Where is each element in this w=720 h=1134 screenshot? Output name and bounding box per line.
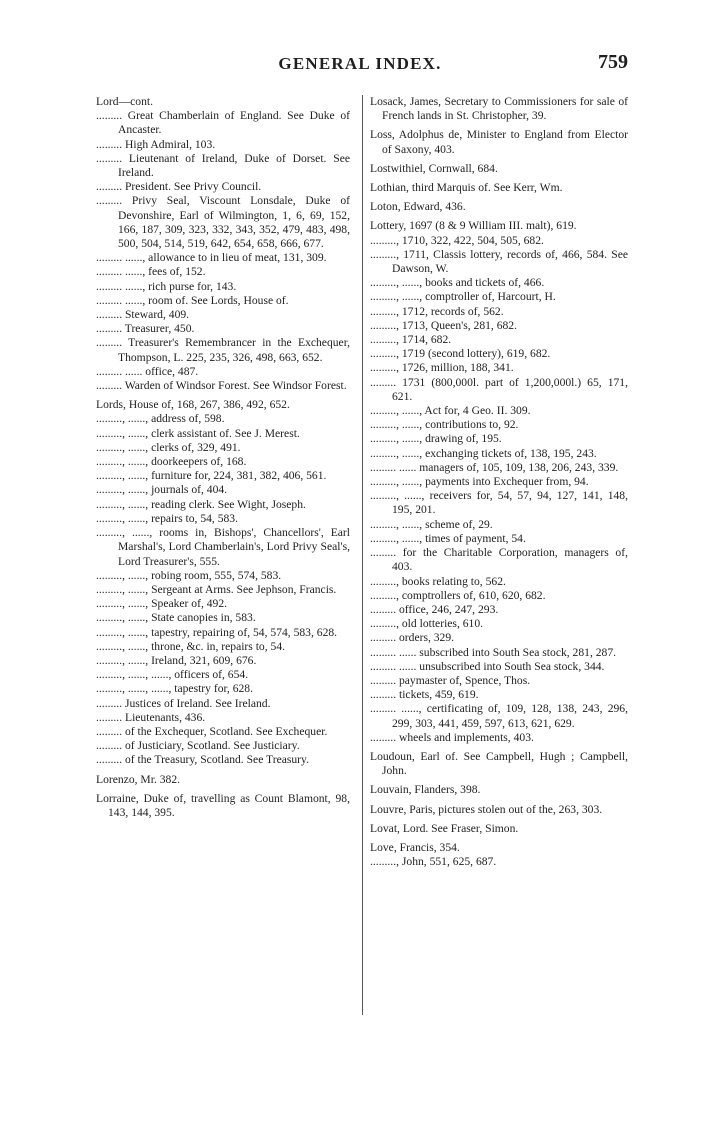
index-entry: Lothian, third Marquis of. See Kerr, Wm. xyxy=(370,181,563,195)
index-entry: ........., ......, Speaker of, 492. xyxy=(96,597,228,611)
index-entry: ........., John, 551, 625, 687. xyxy=(370,855,497,869)
index-entry: ......... Justices of Ireland. See Ireland. xyxy=(96,696,271,710)
index-entry: Love, Francis, 354. xyxy=(370,840,460,854)
index-entry: Lovat, Lord. See Fraser, Simon. xyxy=(370,821,519,835)
index-entry: ......... wheels and implements, 403. xyxy=(370,730,534,744)
index-entry: ........., ......, journals of, 404. xyxy=(96,483,228,497)
index-entry: ........., ......, doorkeepers of, 168. xyxy=(96,455,247,469)
index-entry: ........., old lotteries, 610. xyxy=(370,617,484,631)
index-column-right xyxy=(370,95,628,869)
page-title: GENERAL INDEX. xyxy=(278,54,442,73)
index-entry: Lord—cont. xyxy=(96,95,153,108)
index-entry: ........., ......, tapestry, repairing of, 54, 574, 583, 628. xyxy=(96,625,338,639)
index-entry: ......... Warden of Windsor Forest. See Windsor Forest. xyxy=(96,379,347,393)
index-entry: Lorraine, Duke of, travelling as Count Blamont, 98, 143, 144, 395. xyxy=(96,791,350,819)
index-entry: ........., ......, repairs to, 54, 583. xyxy=(96,511,239,525)
index-entry: ......... ......, allowance to in lieu of meat, 131, 309. xyxy=(96,251,327,265)
index-entry: ........., ......, reading clerk. See Wight, Joseph. xyxy=(96,497,306,511)
column-divider xyxy=(362,95,363,1015)
index-entry: ........., ......, ......, tapestry for, 628. xyxy=(96,682,253,696)
index-entry: ......... ......, certificating of, 109, 128, 138, 243, 296, 299, 303, 441, 459, 597, 613, 621, 629. xyxy=(370,702,628,730)
index-entry: Louvain, Flanders, 398. xyxy=(370,783,481,797)
index-entry: ......... Treasurer's Remembrancer in the Exchequer, Thompson, L. 225, 235, 326, 498, 663, 652. xyxy=(96,336,350,364)
page-header xyxy=(0,51,720,84)
index-entry: Lottery, 1697 (8 & 9 William III. malt), 619. xyxy=(370,219,577,233)
index-column-left xyxy=(96,95,350,820)
index-entry: ........., ......, times of payment, 54. xyxy=(370,531,526,545)
index-entry: ........., ......, State canopies in, 583. xyxy=(96,611,256,625)
index-entry: ......... ...... office, 487. xyxy=(96,364,199,378)
index-entry: Louvre, Paris, pictures stolen out of the, 263, 303. xyxy=(370,802,603,816)
index-entry: ........., ......, clerks of, 329, 491. xyxy=(96,440,241,454)
index-entry: ........., 1712, records of, 562. xyxy=(370,304,504,318)
index-entry: ......... office, 246, 247, 293. xyxy=(370,602,499,616)
index-entry: Loudoun, Earl of. See Campbell, Hugh ; Campbell, John. xyxy=(370,749,628,778)
index-entry: ......... ...... managers of, 105, 109, 138, 206, 243, 339. xyxy=(370,460,619,474)
index-entry: ......... orders, 329. xyxy=(370,631,455,645)
index-entry: ........., ......, books and tickets of, 466. xyxy=(370,276,545,290)
index-entry: ......... of the Treasury, Scotland. See Treasury. xyxy=(96,753,309,767)
index-entry: ........., ......, scheme of, 29. xyxy=(370,517,493,531)
index-entry: ......... ......, fees of, 152. xyxy=(96,265,206,279)
index-entry: ........., 1719 (second lottery), 619, 682. xyxy=(370,347,551,361)
index-entry: ......... ...... unsubscribed into South Sea stock, 344. xyxy=(370,659,605,673)
index-entry: ......... Treasurer, 450. xyxy=(96,322,195,336)
index-entry: ......... High Admiral, 103. xyxy=(96,137,216,151)
index-entry: ........., ......, Act for, 4 Geo. II. 309. xyxy=(370,404,531,418)
index-entry: ........., ......, ......, officers of, 654. xyxy=(96,668,249,682)
index-entry: ......... of the Exchequer, Scotland. See Exchequer. xyxy=(96,724,328,738)
index-entry: ........., ......, comptroller of, Harcourt, H. xyxy=(370,290,556,304)
page-number: 759 xyxy=(598,51,628,73)
index-entry: ........., ......, Sergeant at Arms. See Jephson, Francis. xyxy=(96,582,337,596)
index-entry: Loton, Edward, 436. xyxy=(370,200,466,214)
index-entry: ........., ......, throne, &c. in, repairs to, 54. xyxy=(96,639,286,653)
index-entry: ........., ......, Ireland, 321, 609, 676. xyxy=(96,653,257,667)
index-entry: Lostwithiel, Cornwall, 684. xyxy=(370,161,498,175)
index-entry: ......... ......, rich purse for, 143. xyxy=(96,279,237,293)
index-entry: ......... for the Charitable Corporation, managers of, 403. xyxy=(370,546,628,574)
index-entry: ........., 1713, Queen's, 281, 682. xyxy=(370,318,517,332)
index-entry: ........., 1710, 322, 422, 504, 505, 682. xyxy=(370,233,544,247)
index-entry: ......... 1731 (800,000l. part of 1,200,000l.) 65, 171, 621. xyxy=(370,375,628,403)
index-entry: ......... paymaster of, Spence, Thos. xyxy=(370,673,531,687)
index-entry: ........., 1726, million, 188, 341. xyxy=(370,361,514,375)
index-entry: ......... Great Chamberlain of England. See Duke of Ancaster. xyxy=(96,109,350,137)
index-entry: ........., books relating to, 562. xyxy=(370,574,506,588)
index-entry: ........., ......, drawing of, 195. xyxy=(370,432,502,446)
index-entry: ......... Lieutenant of Ireland, Duke of Dorset. See Ireland. xyxy=(96,151,350,180)
index-entry: ......... Steward, 409. xyxy=(96,308,190,322)
index-entry: Lorenzo, Mr. 382. xyxy=(96,772,181,786)
index-entry: ........., ......, clerk assistant of. See J. Merest. xyxy=(96,426,300,440)
index-entry: Losack, James, Secretary to Commissioners for sale of French lands in St. Christopher, 39. xyxy=(370,95,628,123)
index-entry: ......... ......, room of. See Lords, House of. xyxy=(96,293,289,307)
index-entry: ........., ......, address of, 598. xyxy=(96,412,225,426)
index-entry: ........., comptrollers of, 610, 620, 682. xyxy=(370,588,546,602)
index-entry: ......... Privy Seal, Viscount Lonsdale, Duke of Devonshire, Earl of Wilmington, 1, 6, 69, 152, 166, 187, 309, 323, 332, 343, 352, 479, 483, 498, 500, 504, 514, 519, 642, 654, 658, 666, 677. xyxy=(96,194,350,251)
index-entry: Lords, House of, 168, 267, 386, 492, 652. xyxy=(96,398,290,412)
index-entry: ......... ...... subscribed into South Sea stock, 281, 287. xyxy=(370,645,617,659)
index-entry: ........., 1711, Classis lottery, records of, 466, 584. See Dawson, W. xyxy=(370,247,628,276)
index-entry: ......... tickets, 459, 619. xyxy=(370,688,479,702)
index-entry: ........., ......, payments into Exchequer from, 94. xyxy=(370,475,589,489)
index-entry: ........., ......, receivers for, 54, 57, 94, 127, 141, 148, 195, 201. xyxy=(370,489,628,517)
index-entry: ........., ......, rooms in, Bishops', Chancellors', Earl Marshal's, Lord Chamberlain's, Lord Privy Seal's, Lord Treasurer's, 555. xyxy=(96,526,350,568)
index-entry: ......... of Justiciary, Scotland. See Justiciary. xyxy=(96,739,300,753)
index-entry: ......... Lieutenants, 436. xyxy=(96,710,206,724)
index-entry: ........., ......, contributions to, 92. xyxy=(370,418,519,432)
index-entry: ........., ......, robing room, 555, 574, 583. xyxy=(96,568,282,582)
index-entry: ........., 1714, 682. xyxy=(370,333,452,347)
index-entry: ........., ......, exchanging tickets of, 138, 195, 243. xyxy=(370,446,597,460)
index-entry: ........., ......, furniture for, 224, 381, 382, 406, 561. xyxy=(96,469,327,483)
index-entry: ......... President. See Privy Council. xyxy=(96,180,262,194)
index-entry: Loss, Adolphus de, Minister to England from Elector of Saxony, 403. xyxy=(370,128,628,156)
